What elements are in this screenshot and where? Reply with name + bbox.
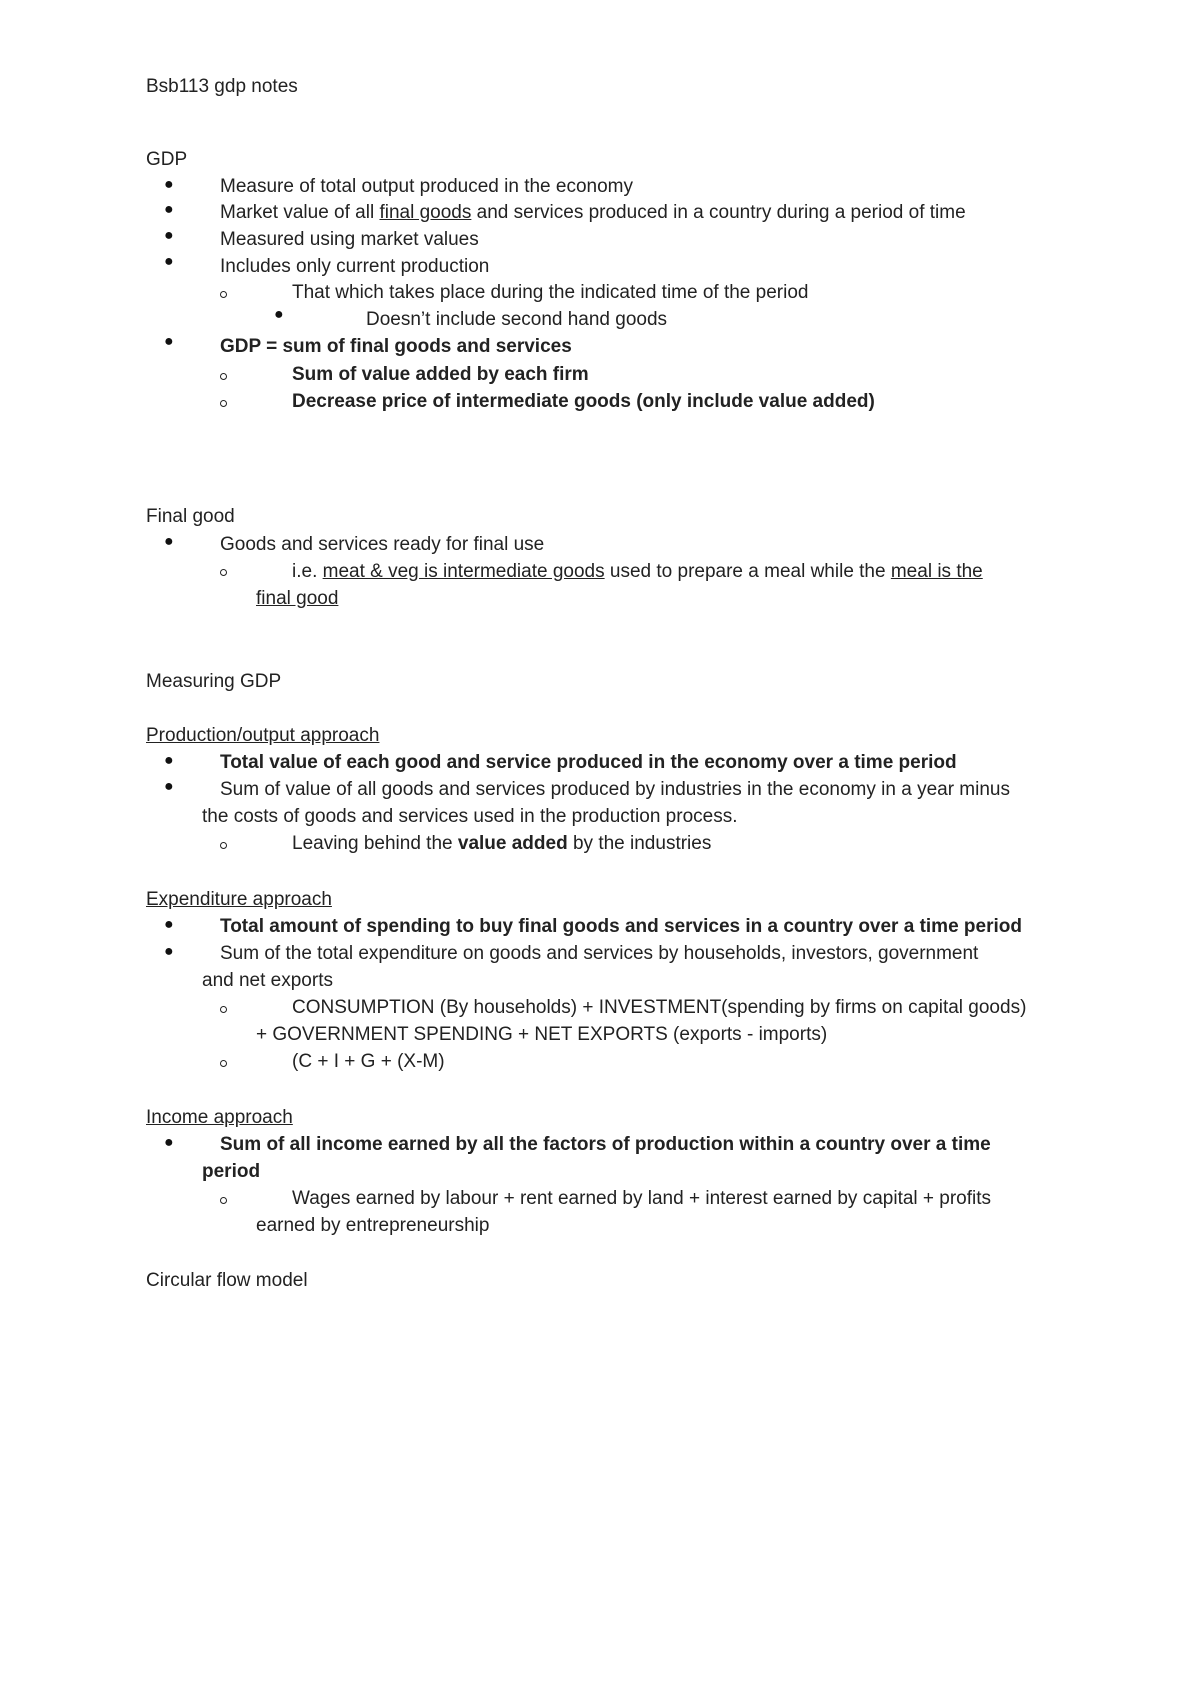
circle-bullet-icon <box>220 400 227 407</box>
section-heading-production-approach: Production/output approach <box>146 725 380 746</box>
gdp-bullet-2-underlined: final goods <box>379 202 472 223</box>
circle-bullet-icon <box>220 1197 227 1204</box>
expenditure-sub-1-line-1: CONSUMPTION (By households) + INVESTMENT(spending by firms on capital goods) <box>292 997 1027 1018</box>
production-sub <box>292 832 711 856</box>
circle-bullet-icon <box>220 1006 227 1013</box>
gdp-bullet-5-sub-2 <box>292 390 875 414</box>
production-bullet-1: Total value of each good and service produced in the economy over a time period <box>220 752 957 773</box>
final-good-bullet-1: Goods and services ready for final use <box>220 534 545 555</box>
section-heading-expenditure-approach: Expenditure approach <box>146 889 332 910</box>
expenditure-bullet-2-line-2: and net exports <box>202 970 333 991</box>
bullet-icon: ● <box>164 227 174 244</box>
expenditure-sub-1-line-2: + GOVERNMENT SPENDING + NET EXPORTS (exports - imports) <box>256 1024 828 1045</box>
bullet-icon: ● <box>164 333 174 350</box>
circle-bullet-icon <box>220 373 227 380</box>
bullet-icon: ● <box>164 201 174 218</box>
bullet-icon: ● <box>164 176 174 193</box>
bullet-icon: ● <box>164 1134 174 1151</box>
circle-bullet-icon <box>220 842 227 849</box>
bullet-icon: ● <box>164 752 174 769</box>
expenditure-sub-2: (C + I + G + (X-M) <box>292 1051 445 1072</box>
bullet-icon: ● <box>164 533 174 550</box>
section-heading-final-good: Final good <box>146 506 235 527</box>
section-heading-gdp: GDP <box>146 149 188 170</box>
final-good-sub-underlined-1: meat & veg is intermediate goods <box>322 561 605 582</box>
circle-bullet-icon <box>220 1060 227 1067</box>
income-bullet-1-line-2: period <box>202 1161 261 1182</box>
circle-bullet-icon <box>220 291 227 298</box>
bullet-icon: ● <box>164 916 174 933</box>
section-heading-measuring-gdp: Measuring GDP <box>146 671 282 692</box>
document-title: Bsb113 gdp notes <box>146 76 298 97</box>
bullet-icon: ● <box>164 253 174 270</box>
gdp-bullet-5-sub-1: Sum of value added by each firm <box>292 364 589 385</box>
gdp-bullet-4-sub: That which takes place during the indicated time of the period <box>292 282 809 303</box>
final-good-sub-prefix: i.e. <box>292 561 323 582</box>
gdp-bullet-4-subsub: Doesn’t include second hand goods <box>366 309 668 330</box>
gdp-bullet-4: Includes only current production <box>220 256 490 277</box>
final-good-sub-line-1 <box>292 560 983 584</box>
final-good-sub-middle: used to prepare a meal while the <box>604 561 891 582</box>
bullet-icon: ● <box>274 306 284 323</box>
gdp-bullet-5: GDP = sum of final goods and services <box>220 336 572 357</box>
expenditure-bullet-2-line-1: Sum of the total expenditure on goods and services by households, investors, government <box>220 943 979 964</box>
gdp-bullet-5-sub-2-rest: (only include value added) <box>630 391 875 412</box>
gdp-bullet-5-sub-2-bold: Decrease price of intermediate goods <box>292 391 631 412</box>
income-sub-line-2: earned by entrepreneurship <box>256 1215 490 1236</box>
production-bullet-2-line-2: the costs of goods and services used in the production process. <box>202 806 738 827</box>
circle-bullet-icon <box>220 569 227 576</box>
production-sub-suffix: by the industries <box>567 833 712 854</box>
gdp-bullet-2-text: Market value of all <box>220 202 380 223</box>
income-bullet-1-line-1: Sum of all income earned by all the factors of production within a country over a time <box>220 1134 991 1155</box>
income-sub-line-1: Wages earned by labour + rent earned by land + interest earned by capital + profits <box>292 1188 992 1209</box>
gdp-bullet-2 <box>220 201 966 225</box>
gdp-bullet-1: Measure of total output produced in the economy <box>220 176 633 197</box>
gdp-bullet-3: Measured using market values <box>220 229 479 250</box>
expenditure-bullet-1: Total amount of spending to buy final goods and services in a country over a time period <box>220 916 1022 937</box>
production-sub-prefix: Leaving behind the <box>292 833 458 854</box>
production-bullet-2-line-1: Sum of value of all goods and services produced by industries in the economy in a year minus <box>220 779 1010 800</box>
bullet-icon: ● <box>164 943 174 960</box>
final-good-sub-line-2: final good <box>256 588 339 609</box>
section-heading-income-approach: Income approach <box>146 1107 293 1128</box>
gdp-bullet-2-text-end: and services produced in a country during a period of time <box>471 202 966 223</box>
final-good-sub-underlined-2: meal is the <box>890 561 983 582</box>
production-sub-bold: value added <box>457 833 568 854</box>
bullet-icon: ● <box>164 778 174 795</box>
section-heading-circular-flow-model: Circular flow model <box>146 1270 308 1291</box>
